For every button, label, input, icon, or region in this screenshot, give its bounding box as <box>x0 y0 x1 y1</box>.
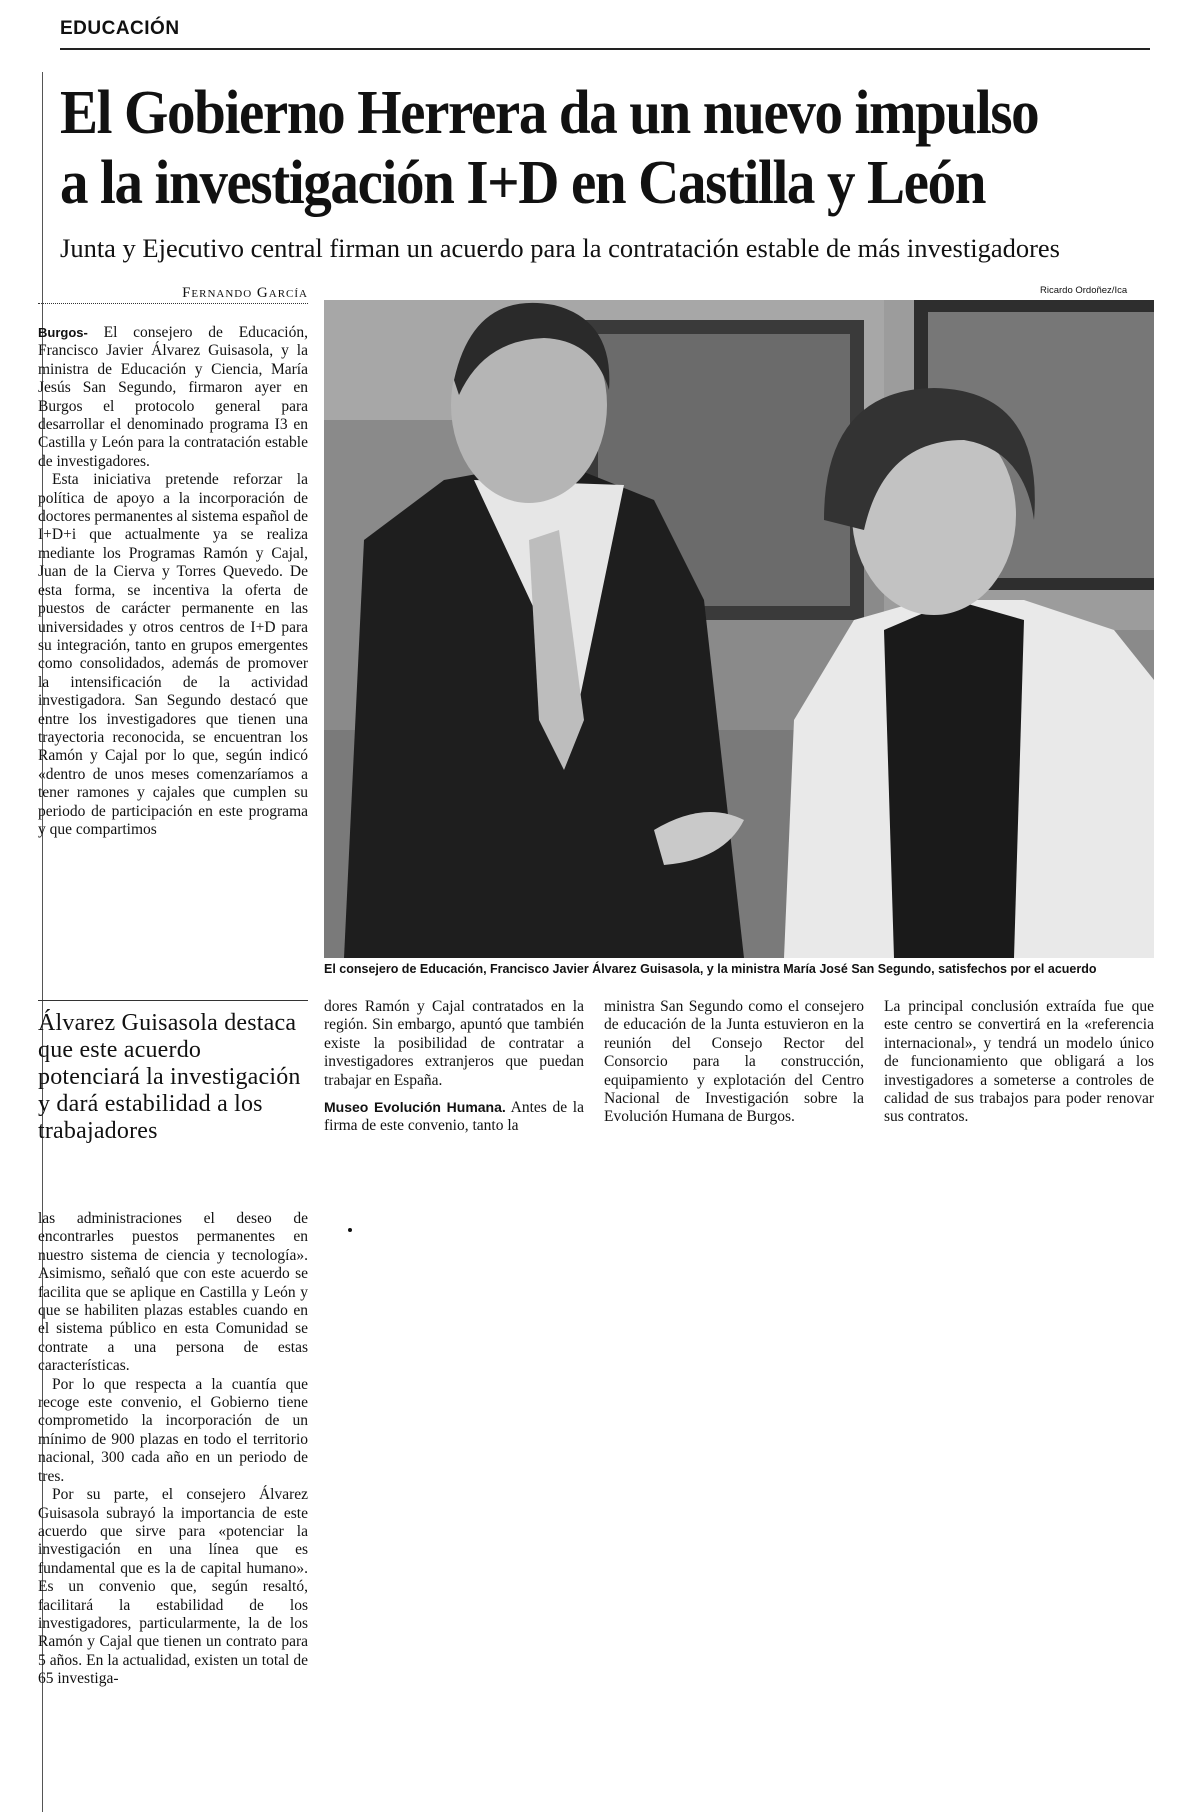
byline: Fernando García <box>182 285 308 301</box>
body-column-1 <box>38 324 308 839</box>
section-label: EDUCACIÓN <box>60 18 180 39</box>
body-column-4 <box>884 998 1154 1127</box>
photo-credit: Ricardo Ordoñez/Ica <box>1040 285 1128 296</box>
paragraph: Por lo que respecta a la cuantía que recoge este convenio, el Gobierno tiene comprometido la incorporación de un mínimo de 900 plazas en todo el territorio nacional, 300 cada año en un periodo de tres. <box>38 1375 308 1485</box>
paragraph: Por su parte, el consejero Álvarez Guisasola subrayó la importancia de este acuerdo que sirve para «potenciar la investigación en una línea que es fundamental que es la de capital humano». Es un convenio que, según resaltó, facilitará la estabilidad de los investigadores, particularmente, la de los Ramón y Cajal que tienen un contrato para 5 años. En la actualidad, existen un total de 65 investiga- <box>38 1486 308 1688</box>
section-subhead: Museo Evolución Humana. <box>324 1099 506 1116</box>
body-column-2 <box>324 998 584 1136</box>
paragraph: dores Ramón y Cajal contratados en la región. Sin embargo, apuntó que también existe la posibilidad de contratar a investigadores extranjeros que puedan trabajar en España. <box>324 998 584 1089</box>
subheadline: Junta y Ejecutivo central firman un acuerdo para la contratación estable de más investigadores <box>60 233 1060 263</box>
body-column-3 <box>604 998 864 1127</box>
stray-mark <box>348 1228 352 1232</box>
paragraph: La principal conclusión extraída fue que este centro se convertirá en la «referencia internacional», y tendrá un modelo único de funcionamiento que obligará a los investigadores a someterse a controles de calidad de sus trabajos para poder renovar sus contratos. <box>884 998 1154 1126</box>
headline-line-2: a la investigación I+D en Castilla y León <box>60 149 986 217</box>
section-rule <box>60 48 1150 50</box>
dateline: Burgos- <box>38 325 88 340</box>
photo-caption: El consejero de Educación, Francisco Javier Álvarez Guisasola, y la ministra María José San Segundo, satisfechos por el acuerdo <box>324 962 1097 976</box>
photo-illustration <box>324 300 1154 958</box>
paragraph: Museo Evolución Humana. Antes de la firma de este convenio, tanto la <box>324 1099 584 1135</box>
news-photo <box>324 300 1154 958</box>
pull-quote: Álvarez Guisasola destaca que este acuerdo potenciará la investigación y dará estabilidad a los trabajadores <box>38 1010 301 1144</box>
pull-quote-rule <box>38 1000 308 1001</box>
byline-rule <box>38 303 308 304</box>
paragraph: ministra San Segundo como el consejero de educación de la Junta estuvieron en la reunión del Consejo Rector del Consorcio para la construcción, equipamiento y explotación del Centro Nacional de Investigación sobre la Evolución Humana de Burgos. <box>604 998 864 1126</box>
headline-line-1: El Gobierno Herrera da un nuevo impulso <box>60 79 1039 147</box>
headline <box>60 78 1072 218</box>
paragraph: las administraciones el deseo de encontrarles puestos permanentes en nuestro sistema de ciencia y tecnología». Asimismo, señaló que con este acuerdo se facilita que se aplique en Castilla y León y que se habiliten plazas estables cuando en el sistema público en esta Comunidad se contrate a una persona de estas características. <box>38 1210 308 1375</box>
paragraph: Esta iniciativa pretende reforzar la política de apoyo a la incorporación de doctores permanentes al sistema español de I+D+i que actualmente ya se realiza mediante los Programas Ramón y Cajal, Juan de la Cierva y Torres Quevedo. De esta forma, se incentiva la oferta de puestos de carácter permanente en las universidades y otros centros de I+D para su integración, tanto en grupos emergentes como consolidados, además de promover la intensificación de la actividad investigadora. San Segundo destacó que entre los investigadores que tienen una trayectoria reconocida, se encuentran los Ramón y Cajal por lo que, según indicó «dentro de unos meses comenzaríamos a tener ramones y cajales que cumplen su periodo de participación en este programa y que compartimos <box>38 471 308 838</box>
body-column-1-continued <box>38 1210 308 1689</box>
paragraph: Burgos- El consejero de Educación, Francisco Javier Álvarez Guisasola, y la ministra de Educación y Ciencia, María Jesús San Segundo, firmaron ayer en Burgos el protocolo general para desarrollar el denominado programa I3 en Castilla y León para la contratación estable de investigadores. <box>38 324 308 470</box>
